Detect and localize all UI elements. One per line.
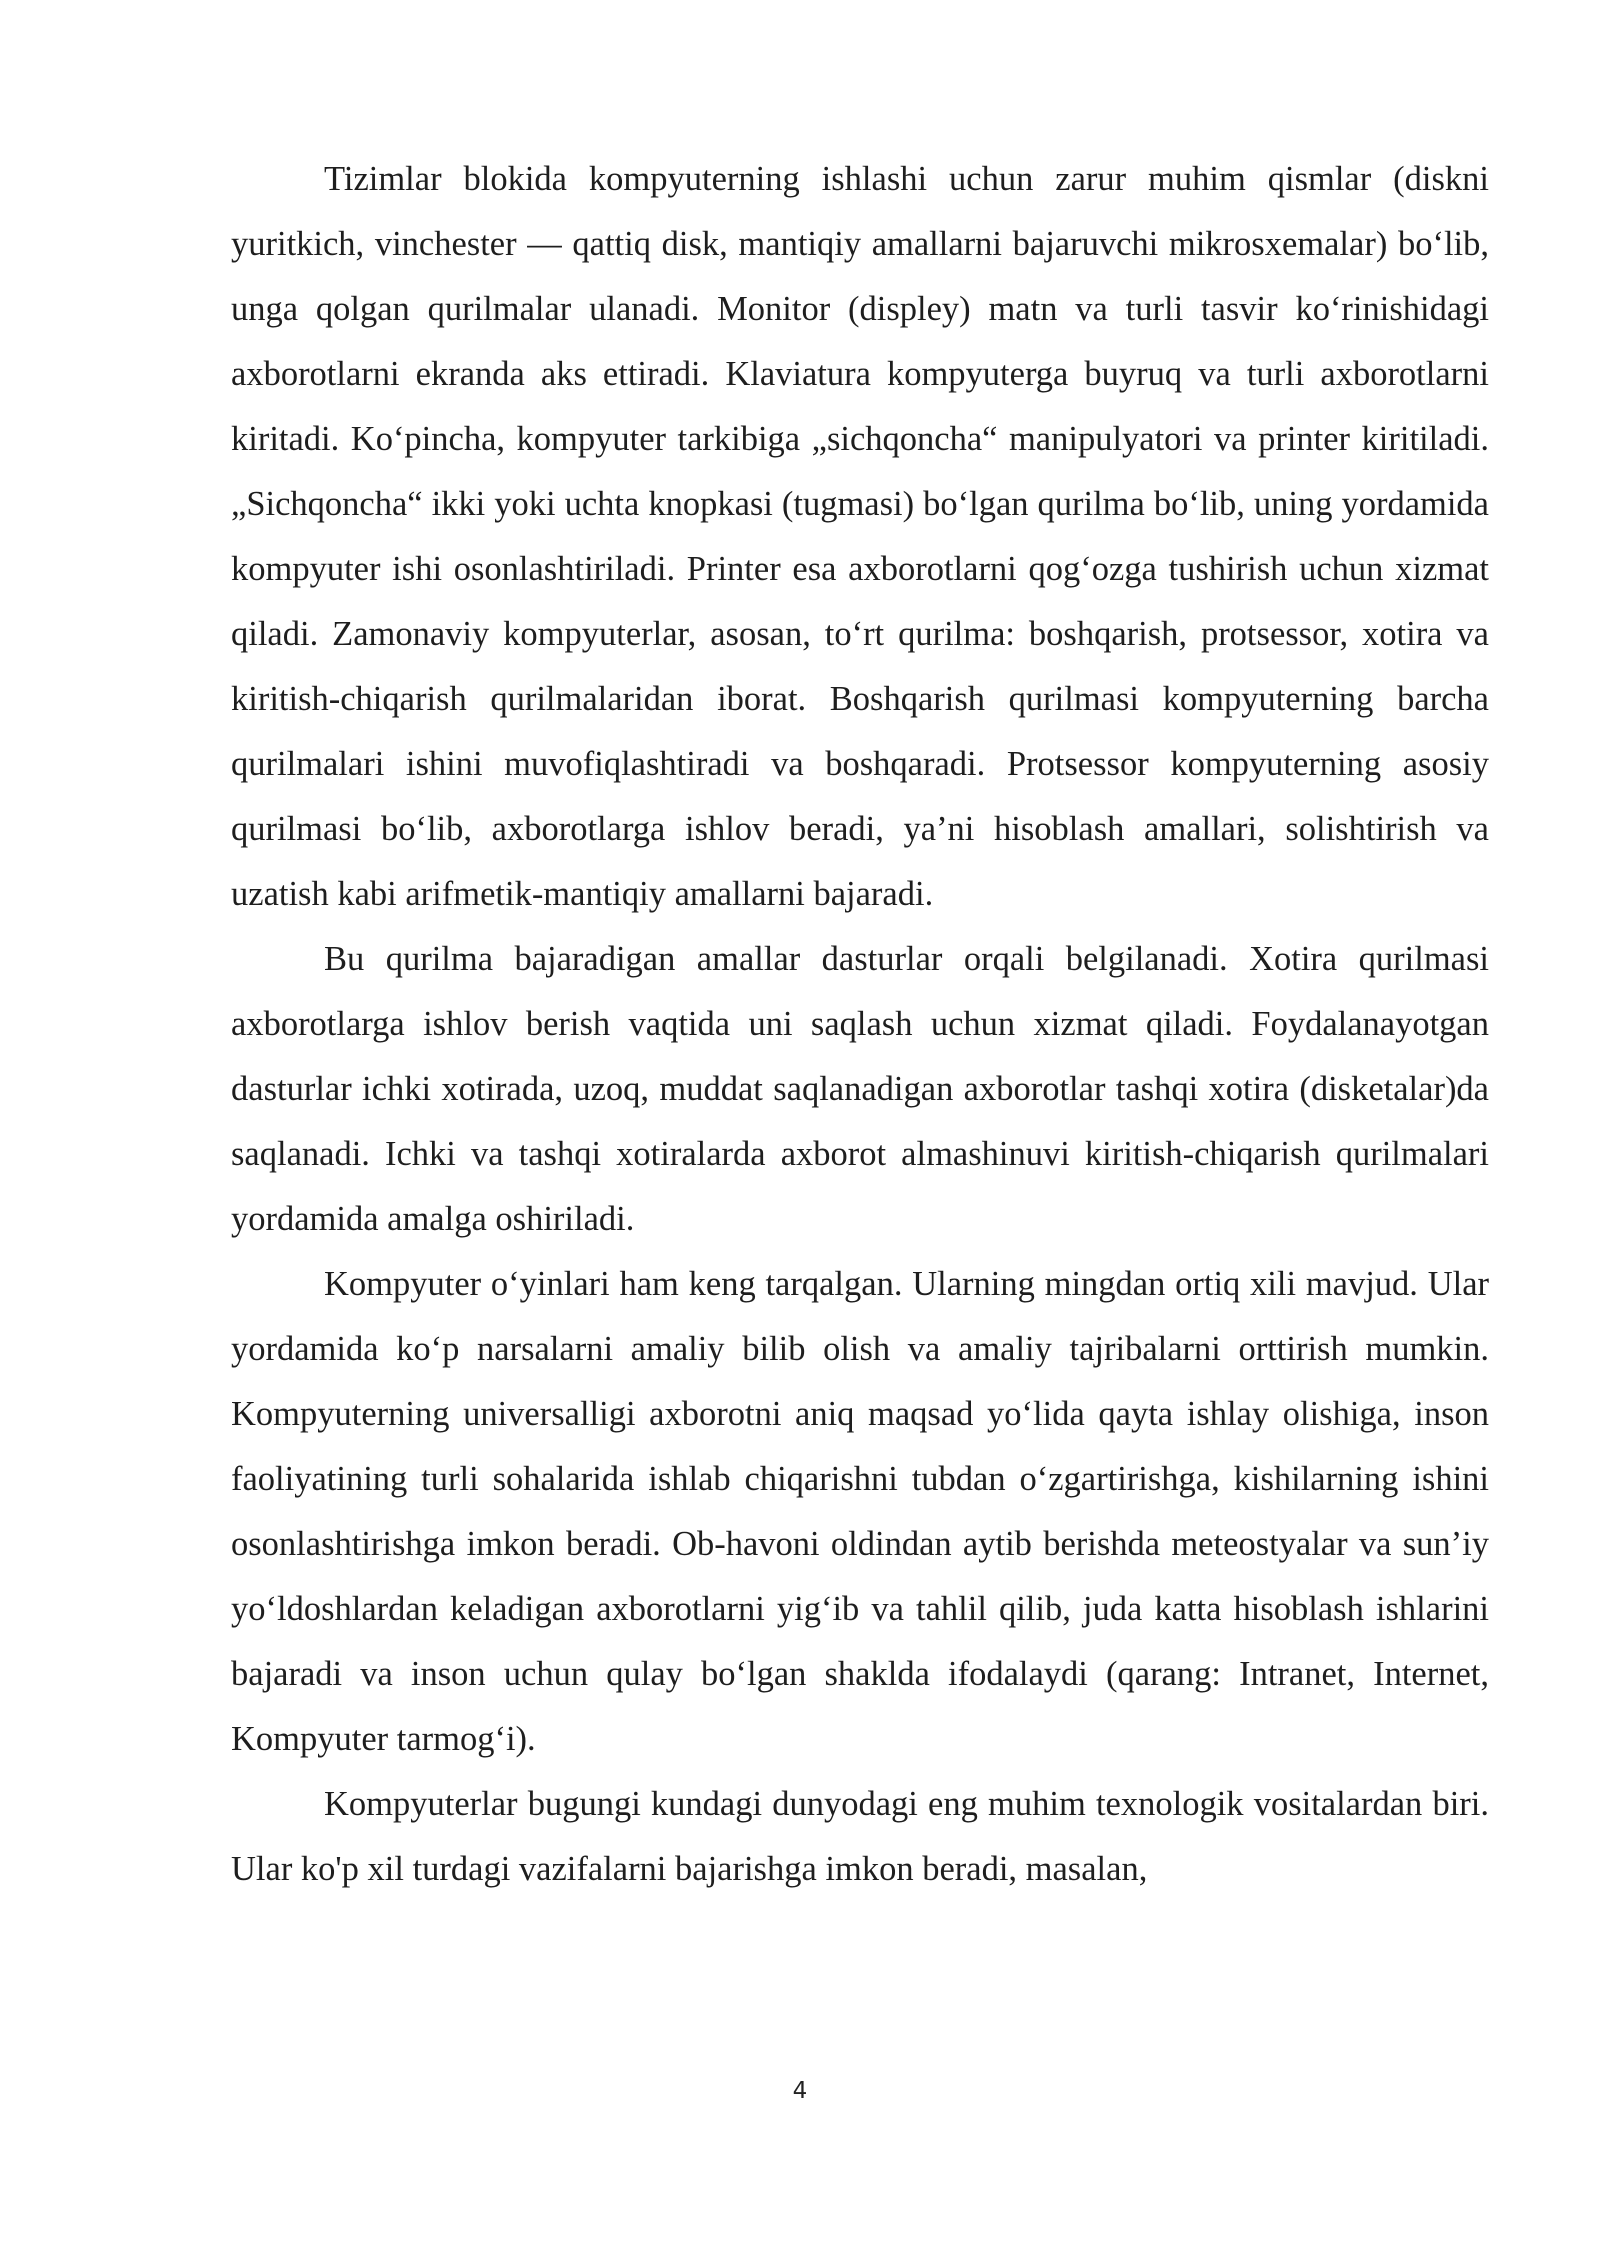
paragraph-1: Tizimlar blokida kompyuterning ishlashi uchun zarur muhim qismlar (diskni yuritkich, vinchester — qattiq disk, mantiqiy amallarni bajaruvchi mikrosxemalar) bo‘lib, unga qolgan qurilmalar ulanadi. Monitor (displey) matn va turli tasvir ko‘rinishidagi axborotlarni ekranda aks ettiradi. Klaviatura kompyuterga buyruq va turli axborotlarni kiritadi. Ko‘pincha, kompyuter tarkibiga „sichqoncha“ manipulyatori va printer kiritiladi. „Sichqoncha“ ikki yoki uchta knopkasi (tugmasi) bo‘lgan qurilma bo‘lib, uning yordamida kompyuter ishi osonlashtiriladi. Printer esa axborotlarni qog‘ozga tushirish uchun xizmat qiladi. Zamonaviy kompyuterlar, asosan, to‘rt qurilma: boshqarish, protsessor, xotira va kiritish-chiqarish qurilmalaridan iborat. Boshqarish qurilmasi kompyuterning barcha qurilmalari ishini muvofiqlashtiradi va boshqaradi. Protsessor kompyuterning asosiy qurilmasi bo‘lib, axborotlarga ishlov beradi, ya’ni hisoblash amallari, solishtirish va uzatish kabi arifmetik-mantiqiy amallarni bajaradi. [231, 160, 1489, 913]
paragraph-4: Kompyuterlar bugungi kundagi dunyodagi eng muhim texnologik vositalardan biri. Ular ko'p xil turdagi vazifalarni bajarishga imkon beradi, masalan, [231, 1785, 1489, 1888]
paragraph-3: Kompyuter o‘yinlari ham keng tarqalgan. Ularning mingdan ortiq xili mavjud. Ular yordamida ko‘p narsalarni amaliy bilib olish va amaliy tajribalarni orttirish mumkin. Kompyuterning universalligi axborotni aniq maqsad yo‘lida qayta ishlay olishiga, inson faoliyatining turli sohalarida ishlab chiqarishni tubdan o‘zgartirishga, kishilarning ishini osonlashtirishga imkon beradi. Ob-havoni oldindan aytib berishda meteostyalar va sun’iy yo‘ldoshlardan keladigan axborotlarni yig‘ib va tahlil qilib, juda katta hisoblash ishlarini bajaradi va inson uchun qulay bo‘lgan shaklda ifodalaydi (qarang: Intranet, Internet, Kompyuter tarmog‘i). [231, 1265, 1489, 1758]
paragraph-2: Bu qurilma bajaradigan amallar dasturlar orqali belgilanadi. Xotira qurilmasi axborotlarga ishlov berish vaqtida uni saqlash uchun xizmat qiladi. Foydalanayotgan dasturlar ichki xotirada, uzoq, muddat saqlanadigan axborotlar tashqi xotira (disketalar)da saqlanadi. Ichki va tashqi xotiralarda axborot almashinuvi kiritish-chiqarish qurilmalari yordamida amalga oshiriladi. [231, 940, 1489, 1238]
body-text [231, 147, 1489, 1902]
page-number: 4 [792, 2078, 808, 2104]
